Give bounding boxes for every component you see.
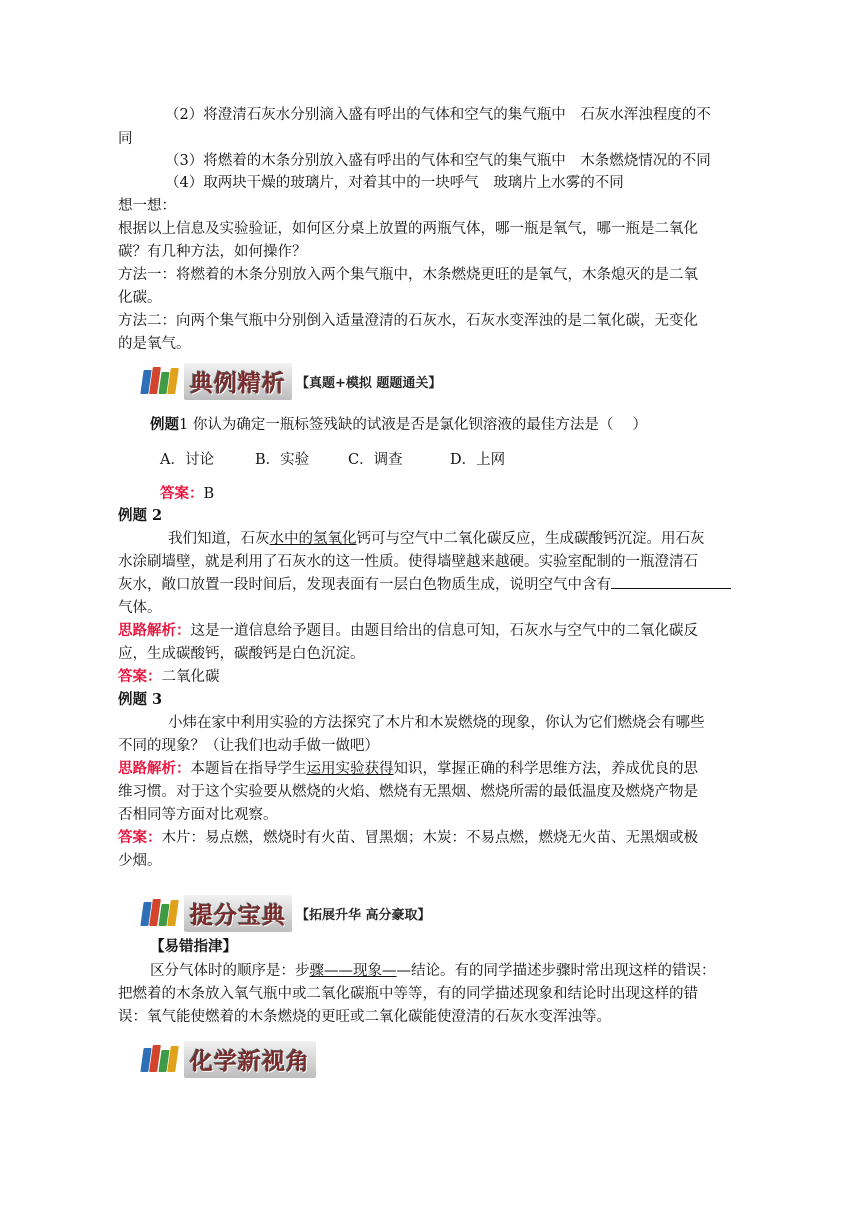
example-3-answer-line-2: 少烟。 xyxy=(118,853,162,869)
analysis-text-underlined: 运用实验获得 xyxy=(306,761,394,777)
example-3-analysis-line-2: 维习惯。对于这个实验要从燃烧的火焰、燃烧有无黑烟、燃烧所需的最低温度及燃烧产物是 xyxy=(118,784,698,800)
fill-in-blank xyxy=(611,574,731,589)
example-2-line-3 xyxy=(118,574,738,596)
example-2-line-4: 气体。 xyxy=(118,600,162,616)
think-question-line-2: 碳？有几种方法，如何操作？ xyxy=(118,244,307,260)
option-d: D．上网 xyxy=(450,452,506,468)
item-3: （3）将燃着的木条分别放入盛有呼出的气体和空气的集气瓶中 木条燃烧情况的不同 xyxy=(165,153,711,169)
banner-title: 提分宝典 xyxy=(184,895,292,932)
tips-line-3: 误：氧气能使燃着的木条燃烧的更旺或二氧化碳能使澄清的石灰水变浑浊等。 xyxy=(118,1009,611,1025)
analysis-label: 思路解析： xyxy=(118,622,191,639)
section-banner-tips xyxy=(140,896,431,930)
example-2-analysis-line-1 xyxy=(118,620,738,642)
option-a: A．讨论 xyxy=(160,452,214,468)
example-2-line-2: 水涂刷墙壁，就是利用了石灰水的这一性质。使得墙壁越来越硬。实验室配制的一瓶澄清石 xyxy=(118,554,698,570)
example-1-answer xyxy=(160,483,780,505)
option-b: B．实验 xyxy=(255,452,310,468)
banner-subtitle: 【真题+模拟 题题通关】 xyxy=(296,375,442,391)
example-3-label: 例题 3 xyxy=(118,691,163,708)
section-banner-new-perspective xyxy=(140,1042,316,1076)
tips-line-1-a: 区分气体时的顺序是：步 xyxy=(150,963,310,979)
example-2-line-1 xyxy=(168,528,788,550)
analysis-text-a: 本题旨在指导学生 xyxy=(190,761,307,777)
think-label: 想一想： xyxy=(118,198,176,214)
tips-line-2: 把燃着的木条放入氧气瓶中或二氧化碳瓶中等等，有的同学描述现象和结论时出现这样的错 xyxy=(118,986,698,1002)
analysis-text-b: 知识，掌握正确的科学思维方法，养成优良的思 xyxy=(393,761,698,777)
think-question-line-1: 根据以上信息及实验验证，如何区分桌上放置的两瓶气体，哪一瓶是氧气，哪一瓶是二氧化 xyxy=(118,221,698,237)
answer-label: 答案： xyxy=(160,485,204,502)
item-2-line-1: （2）将澄清石灰水分别滴入盛有呼出的气体和空气的集气瓶中 石灰水浑浊程度的不 xyxy=(165,107,711,123)
example-2-line-1-a: 我们知道，石灰 xyxy=(168,531,270,547)
example-3-line-1: 小炜在家中利用实验的方法探究了木片和木炭燃烧的现象，你认为它们燃烧会有哪些 xyxy=(168,715,705,731)
example-1-question xyxy=(150,414,770,436)
method-1-line-2: 化碳。 xyxy=(118,290,162,306)
tips-line-1-underlined: 骤——现象— xyxy=(309,963,397,979)
example-3-line-2: 不同的现象？（让我们也动手做一做吧） xyxy=(118,738,379,754)
tips-line-1-b: —结论。有的同学描述步骤时常出现这样的错误： xyxy=(396,963,716,979)
section-banner-examples xyxy=(140,364,441,398)
example-2-analysis-line-2: 应，生成碳酸钙，碳酸钙是白色沉淀。 xyxy=(118,646,365,662)
banner-title: 典例精析 xyxy=(184,363,292,400)
answer-label: 答案： xyxy=(118,668,162,685)
item-2-line-2: 同 xyxy=(118,131,133,147)
example-2-line-3-text: 灰水，敞口放置一段时间后，发现表面有一层白色物质生成，说明空气中含有 xyxy=(118,577,611,593)
tips-line-1 xyxy=(150,960,770,982)
example-3-analysis-line-1 xyxy=(118,758,738,780)
example-2-line-1-b: 钙可与空气中二氧化碳反应，生成碳酸钙沉淀。用石灰 xyxy=(356,531,705,547)
example-3-answer-line-1 xyxy=(118,827,738,849)
example-2-label: 例题 2 xyxy=(118,507,163,524)
banner-subtitle: 【拓展升华 高分豪取】 xyxy=(296,907,431,923)
example-1-number: 1 xyxy=(179,417,189,433)
example-1-label: 例题 xyxy=(150,416,179,433)
method-2-line-2: 的是氧气。 xyxy=(118,336,191,352)
analysis-label: 思路解析： xyxy=(118,760,191,777)
books-icon xyxy=(140,1044,180,1074)
answer-value: 二氧化碳 xyxy=(161,669,220,685)
answer-text: 木片：易点燃，燃烧时有火苗、冒黑烟；木炭：不易点燃，燃烧无火苗、无黑烟或极 xyxy=(161,830,698,846)
banner-title: 化学新视角 xyxy=(184,1041,316,1078)
option-c: C．调查 xyxy=(348,452,403,468)
analysis-text: 这是一道信息给予题目。由题目给出的信息可知，石灰水与空气中的二氧化碳反 xyxy=(190,623,698,639)
item-4: （4）取两块干燥的玻璃片，对着其中的一块呼气 玻璃片上水雾的不同 xyxy=(165,175,624,191)
tips-heading: 【易错指津】 xyxy=(150,938,237,955)
example-2-line-1-underlined: 水中的氢氧化 xyxy=(269,531,357,547)
example-3-analysis-line-3: 否相同等方面对比观察。 xyxy=(118,807,278,823)
method-2-line-1: 方法二：向两个集气瓶中分别倒入适量澄清的石灰水，石灰水变浑浊的是二氧化碳，无变化 xyxy=(118,313,698,329)
example-1-options xyxy=(160,449,780,471)
books-icon xyxy=(140,898,180,928)
answer-label: 答案： xyxy=(118,829,162,846)
example-2-answer xyxy=(118,666,738,688)
answer-value: B xyxy=(203,486,215,502)
method-1-line-1: 方法一：将燃着的木条分别放入两个集气瓶中，木条燃烧更旺的是氧气，木条熄灭的是二氧 xyxy=(118,267,698,283)
example-1-text: 你认为确定一瓶标签残缺的试液是否是氯化钡溶液的最佳方法是（ ） xyxy=(192,417,647,433)
books-icon xyxy=(140,366,180,396)
